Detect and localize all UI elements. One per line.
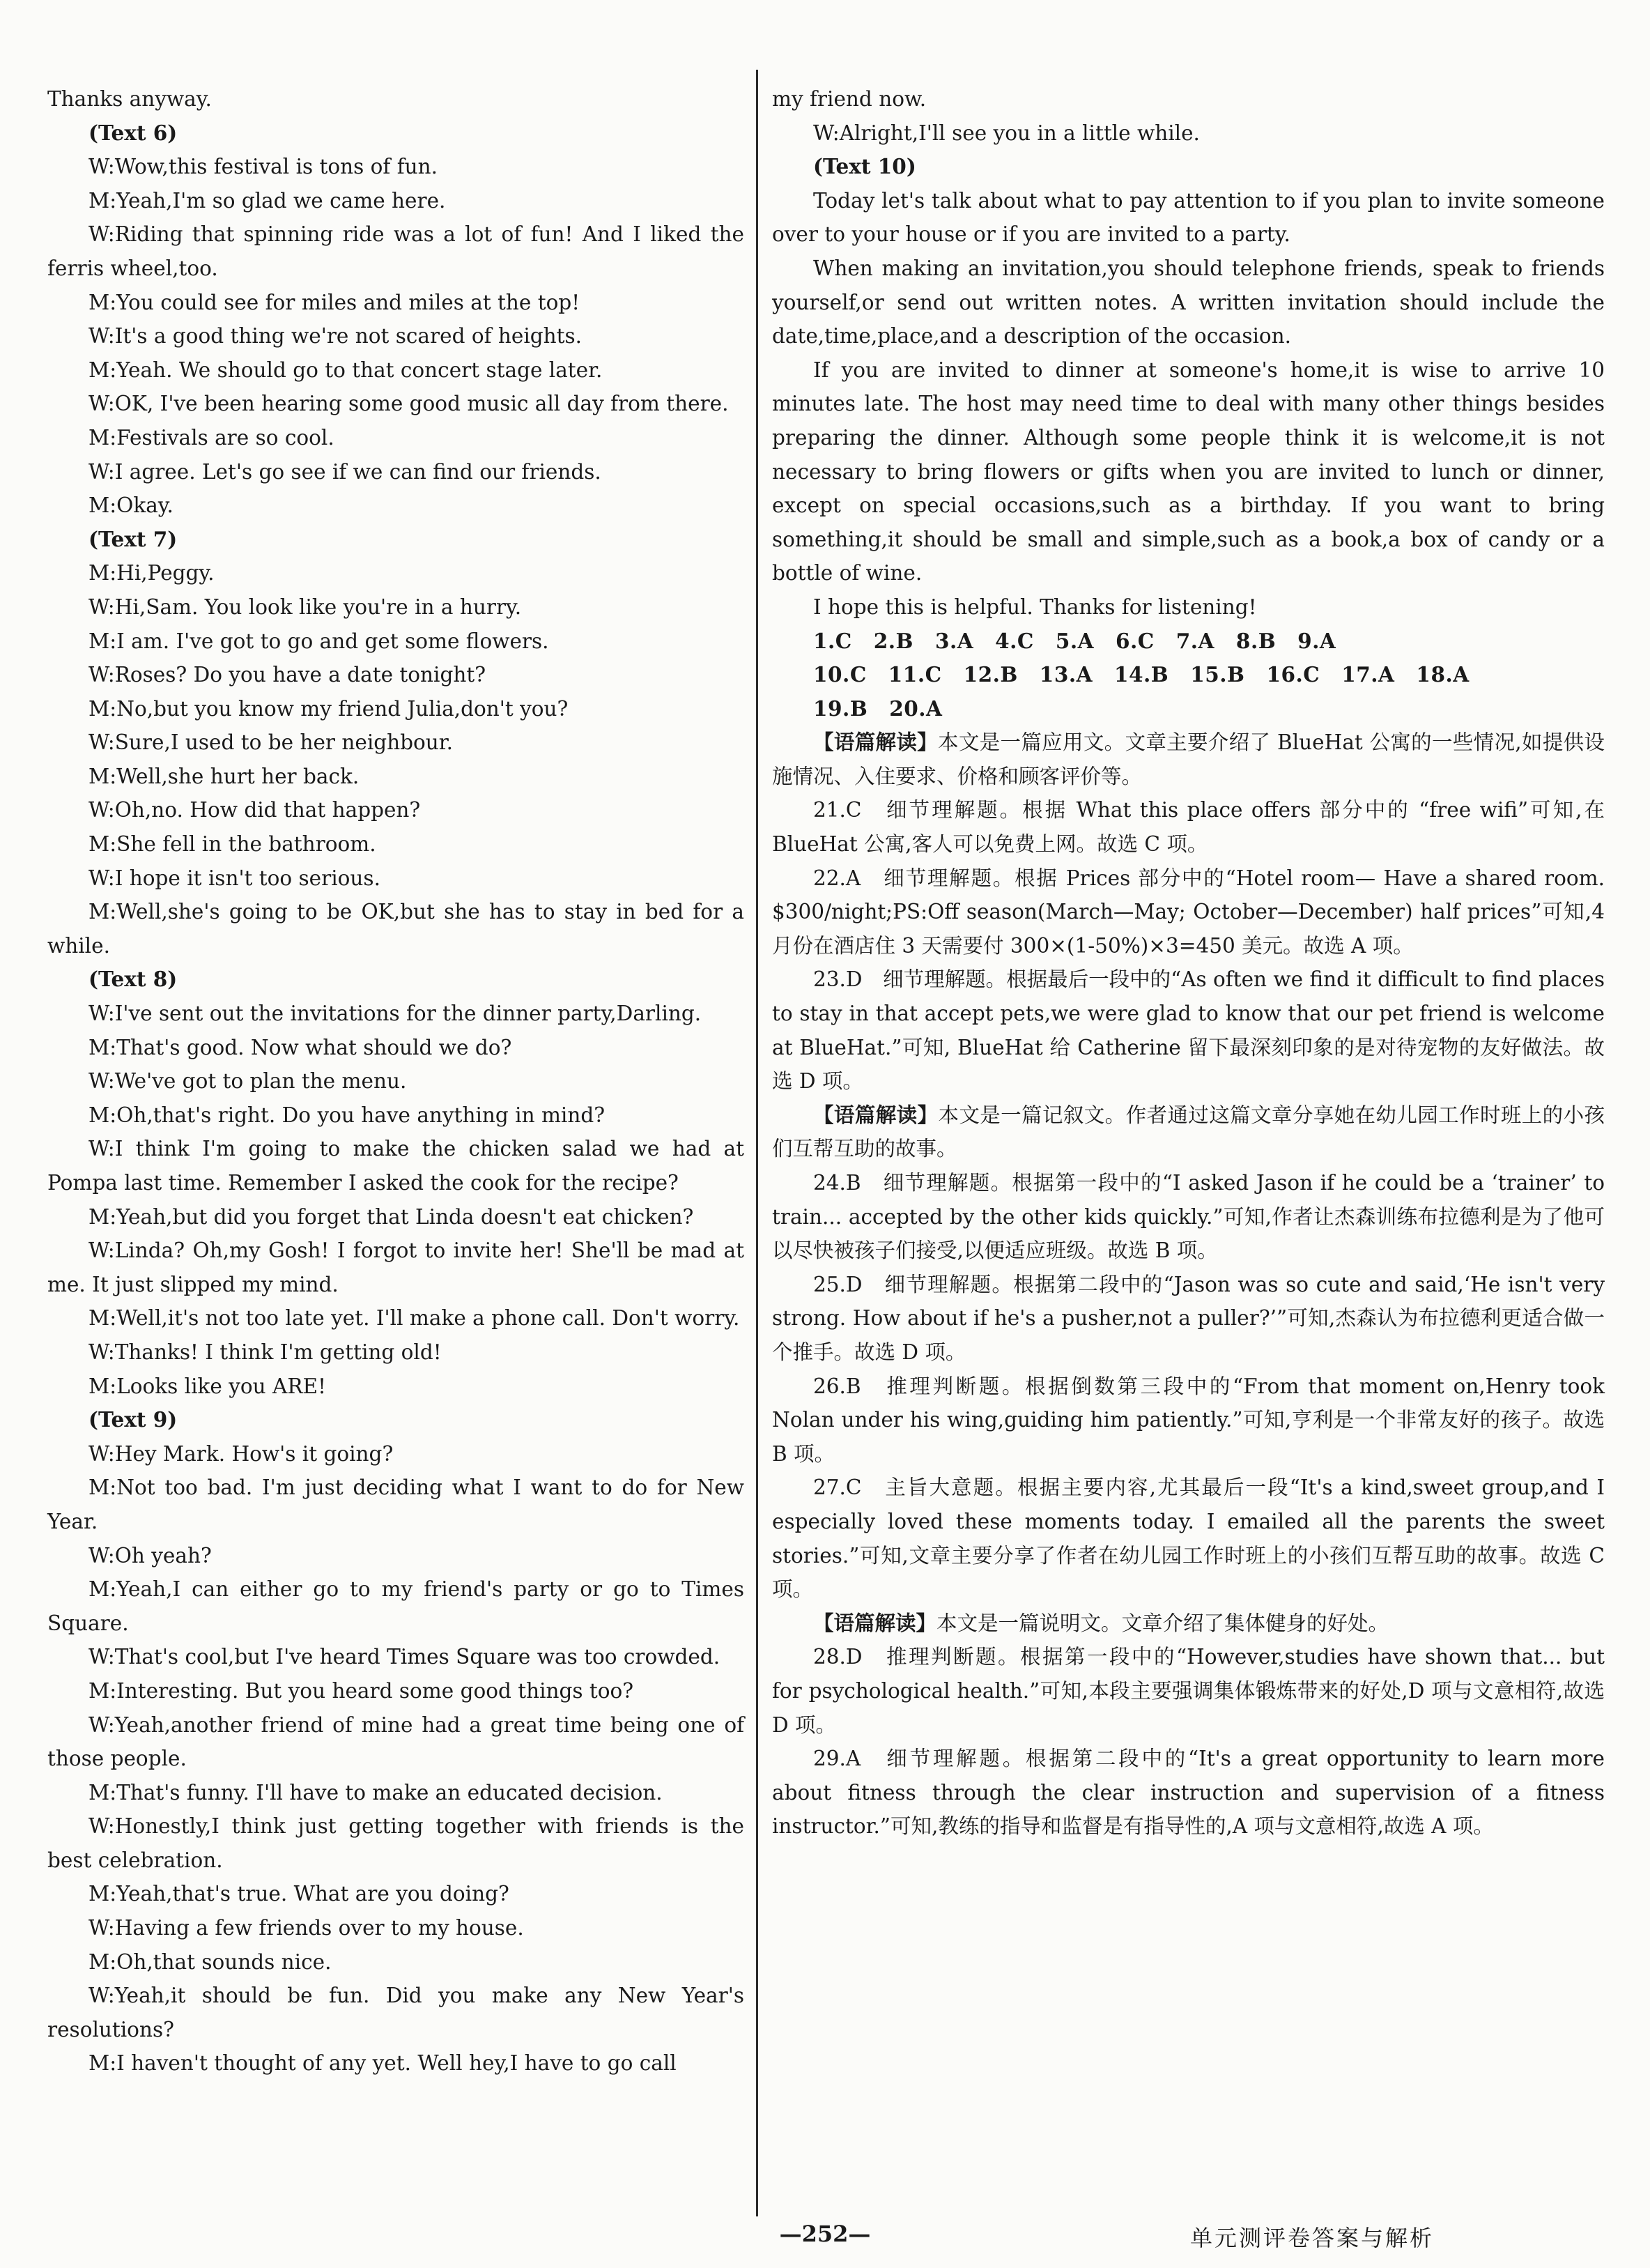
- text-paragraph: W:Sure,I used to be her neighbour.: [88, 730, 454, 755]
- text-paragraph: [772, 726, 1605, 793]
- answer-item: 3.A: [934, 628, 974, 653]
- text-paragraph: my friend now.: [772, 87, 927, 111]
- text-paragraph: M:Yeah,I'm so glad we came here.: [88, 188, 446, 213]
- section-heading: (Text 8): [88, 967, 178, 992]
- text-paragraph: M:Okay.: [88, 493, 174, 518]
- text-paragraph: 22.A 细节理解题。根据 Prices 部分中的“Hotel room— Have a shared room. $300/night;PS:Off season(March—May; October—December) half prices”可知,4 月份在酒店住 3 天需要付 300×(1-50%)×3=450 美元。故选 A 项。: [772, 866, 1605, 958]
- text-paragraph: M:Oh,that's right. Do you have anything in mind?: [88, 1103, 606, 1127]
- passage-analysis-label: 【语篇解读】: [813, 730, 938, 755]
- text-paragraph: W:Alright,I'll see you in a little while.: [813, 121, 1200, 145]
- answer-item: 8.B: [1235, 628, 1277, 653]
- text-paragraph: Thanks anyway.: [47, 87, 212, 111]
- text-paragraph: M:I am. I've got to go and get some flowers.: [88, 629, 549, 653]
- text-paragraph: I hope this is helpful. Thanks for listening!: [813, 595, 1257, 619]
- answer-key-row: [772, 658, 1605, 692]
- text-paragraph: W:Yeah,it should be fun. Did you make any New Year's resolutions?: [47, 1984, 744, 2041]
- paragraph-text: 本文是一篇应用文。文章主要介绍了 BlueHat 公寓的一些情况,如提供设施情况、入住要求、价格和顾客评价等。: [772, 730, 1605, 788]
- text-paragraph: Today let's talk about what to pay attention to if you plan to invite someone over to your house or if you are invited to a party.: [772, 188, 1605, 247]
- answer-item: 11.C: [888, 662, 942, 687]
- text-paragraph: M:Well,it's not too late yet. I'll make a phone call. Don't worry.: [88, 1306, 740, 1331]
- answer-item: 13.A: [1039, 662, 1093, 687]
- column-divider: [756, 70, 758, 2216]
- text-paragraph: M:She fell in the bathroom.: [88, 832, 376, 857]
- text-paragraph: 27.C 主旨大意题。根据主要内容,尤其最后一段“It's a kind,sweet group,and I especially loved these moments today. I emailed all the parents the sweet stories.”可知,文章主要分享了作者在幼儿园工作时班上的小孩们互帮互助的故事。故选 C 项。: [772, 1476, 1605, 1602]
- answer-item: 19.B: [813, 696, 868, 721]
- answer-item: 7.A: [1175, 628, 1215, 653]
- text-paragraph: W:It's a good thing we're not scared of heights.: [88, 324, 583, 348]
- left-column: [47, 82, 744, 2081]
- answer-item: 4.C: [995, 628, 1034, 653]
- footer-label: 单元测评卷答案与解析: [1189, 2225, 1434, 2251]
- page-number: —252—: [779, 2221, 871, 2247]
- answer-item: 10.C: [813, 662, 867, 687]
- paragraph-text: 本文是一篇记叙文。作者通过这篇文章分享她在幼儿园工作时班上的小孩们互帮互助的故事。: [772, 1103, 1605, 1161]
- text-paragraph: M:Looks like you ARE!: [88, 1374, 326, 1398]
- text-paragraph: M:Not too bad. I'm just deciding what I want to do for New Year.: [47, 1476, 744, 1533]
- answer-item: 6.C: [1116, 628, 1155, 653]
- text-paragraph: M:Festivals are so cool.: [88, 425, 334, 450]
- answer-item: 12.B: [963, 662, 1018, 687]
- text-paragraph: M:Well,she hurt her back.: [88, 764, 360, 788]
- text-paragraph: W:Riding that spinning ride was a lot of fun! And I liked the ferris wheel,too.: [47, 222, 744, 280]
- text-paragraph: W:Having a few friends over to my house.: [88, 1916, 524, 1940]
- answer-item: 15.B: [1190, 662, 1245, 687]
- text-paragraph: M:I haven't thought of any yet. Well hey,I have to go call: [88, 2051, 677, 2076]
- text-paragraph: 21.C 细节理解题。根据 What this place offers 部分中的 “free wifi”可知,在 BlueHat 公寓,客人可以免费上网。故选 C 项。: [772, 798, 1605, 857]
- answer-item: 18.A: [1416, 662, 1470, 687]
- text-paragraph: 29.A 细节理解题。根据第二段中的“It's a great opportunity to learn more about fitness through the clear instruction and supervision of a fitness instructor.”可知,教练的指导和监督是有指导性的,A 项与文意相符,故选 A 项。: [772, 1747, 1605, 1839]
- section-heading: (Text 7): [88, 526, 178, 551]
- text-paragraph: M:Yeah,but did you forget that Linda doesn't eat chicken?: [88, 1204, 694, 1229]
- text-paragraph: W:That's cool,but I've heard Times Square was too crowded.: [88, 1645, 720, 1669]
- text-paragraph: W:We've got to plan the menu.: [88, 1069, 407, 1094]
- text-paragraph: 25.D 细节理解题。根据第二段中的“Jason was so cute and said,‘He isn't very strong. How about if he's a pusher,not a puller?’”可知,杰森认为布拉德利更适合做一个推手。故选 D 项。: [772, 1272, 1605, 1364]
- answer-item: 5.A: [1055, 628, 1095, 653]
- text-paragraph: M:Yeah. We should go to that concert stage later.: [88, 358, 603, 382]
- text-paragraph: M:No,but you know my friend Julia,don't you?: [88, 696, 569, 721]
- text-paragraph: W:I agree. Let's go see if we can find our friends.: [88, 459, 601, 484]
- section-heading: (Text 9): [88, 1407, 178, 1432]
- text-paragraph: M:Oh,that sounds nice.: [88, 1949, 332, 1974]
- text-paragraph: M:Interesting. But you heard some good things too?: [88, 1678, 634, 1703]
- text-paragraph: M:You could see for miles and miles at the top!: [88, 290, 580, 314]
- text-paragraph: W:I think I'm going to make the chicken salad we had at Pompa last time. Remember I asked the cook for the recipe?: [47, 1137, 744, 1195]
- text-paragraph: W:Wow,this festival is tons of fun.: [88, 155, 438, 179]
- passage-analysis-label: 【语篇解读】: [813, 1102, 939, 1127]
- answer-key-row: [772, 692, 1605, 726]
- answer-item: 1.C: [813, 628, 852, 653]
- text-paragraph: W:Oh,no. How did that happen?: [88, 798, 421, 822]
- section-heading: (Text 10): [813, 154, 916, 179]
- answer-item: 20.A: [889, 696, 943, 721]
- text-paragraph: W:Honestly,I think just getting together with friends is the best celebration.: [47, 1814, 744, 1872]
- text-paragraph: 28.D 推理判断题。根据第一段中的“However,studies have shown that... but for psychological health.”可知,本段主要强调集体锻炼带来的好处,D 项与文意相符,故选 D 项。: [772, 1645, 1605, 1737]
- text-paragraph: M:That's funny. I'll have to make an educated decision.: [88, 1780, 663, 1805]
- text-paragraph: 26.B 推理判断题。根据倒数第三段中的“From that moment on,Henry took Nolan under his wing,guiding him patiently.”可知,亨利是一个非常友好的孩子。故选 B 项。: [772, 1374, 1605, 1466]
- answer-item: 16.C: [1266, 662, 1320, 687]
- text-paragraph: W:Roses? Do you have a date tonight?: [88, 663, 486, 687]
- text-paragraph: [772, 1098, 1605, 1166]
- text-paragraph: W:I've sent out the invitations for the dinner party,Darling.: [88, 1002, 702, 1026]
- text-paragraph: M:Yeah,I can either go to my friend's party or go to Times Square.: [47, 1577, 744, 1635]
- right-column: [772, 82, 1605, 1844]
- section-heading: (Text 6): [88, 120, 178, 145]
- text-paragraph: W:Linda? Oh,my Gosh! I forgot to invite her! She'll be mad at me. It just slipped my mind.: [47, 1239, 744, 1296]
- page-footer: [0, 2221, 1650, 2255]
- answer-item: 9.A: [1297, 628, 1336, 653]
- passage-analysis-label: 【语篇解读】: [813, 1610, 937, 1635]
- paragraph-text: 本文是一篇说明文。文章介绍了集体健身的好处。: [936, 1611, 1389, 1635]
- text-paragraph: When making an invitation,you should telephone friends, speak to friends yourself,or send out written notes. A written invitation should include the date,time,place,and a description of the occasion.: [772, 256, 1605, 348]
- text-paragraph: W:Hey Mark. How's it going?: [88, 1441, 394, 1466]
- text-paragraph: If you are invited to dinner at someone's home,it is wise to arrive 10 minutes late. The host may need time to deal with many other things besides preparing the dinner. Although some people think it is welcome,it is not necessary to bring flowers or gifts when you are invited to lunch or dinner, except on special occasions,such as a birthday. If you want to bring something,it should be small and simple,such as a book,a box of candy or a bottle of wine.: [772, 358, 1605, 585]
- text-paragraph: 24.B 细节理解题。根据第一段中的“I asked Jason if he could be a ‘trainer’ to train... accepted by the other kids quickly.”可知,作者让杰森训练布拉德利是为了他可以尽快被孩子们接受,以便适应班级。故选 B 项。: [772, 1171, 1605, 1263]
- text-paragraph: M:Hi,Peggy.: [88, 561, 215, 585]
- answer-item: 17.A: [1341, 662, 1395, 687]
- text-paragraph: W:OK, I've been hearing some good music all day from there.: [88, 392, 729, 416]
- answer-item: 2.B: [873, 628, 913, 653]
- text-paragraph: M:That's good. Now what should we do?: [88, 1035, 512, 1059]
- text-paragraph: W:I hope it isn't too serious.: [88, 866, 380, 890]
- text-paragraph: M:Well,she's going to be OK,but she has to stay in bed for a while.: [47, 900, 744, 958]
- text-paragraph: 23.D 细节理解题。根据最后一段中的“As often we find it difficult to find places to stay in that accept pets,we were glad to know that our pet friend is welcome at BlueHat.”可知, BlueHat 给 Catherine 留下最深刻印象的是对待宠物的友好做法。故选 D 项。: [772, 967, 1605, 1094]
- text-paragraph: W:Oh yeah?: [88, 1543, 212, 1568]
- text-paragraph: [772, 1607, 1605, 1641]
- answer-item: 14.B: [1113, 662, 1169, 687]
- text-paragraph: W:Yeah,another friend of mine had a great time being one of those people.: [47, 1713, 744, 1771]
- text-paragraph: W:Hi,Sam. You look like you're in a hurry.: [88, 595, 522, 619]
- text-paragraph: W:Thanks! I think I'm getting old!: [88, 1340, 442, 1364]
- text-paragraph: M:Yeah,that's true. What are you doing?: [88, 1882, 509, 1906]
- answer-key-row: [772, 625, 1605, 659]
